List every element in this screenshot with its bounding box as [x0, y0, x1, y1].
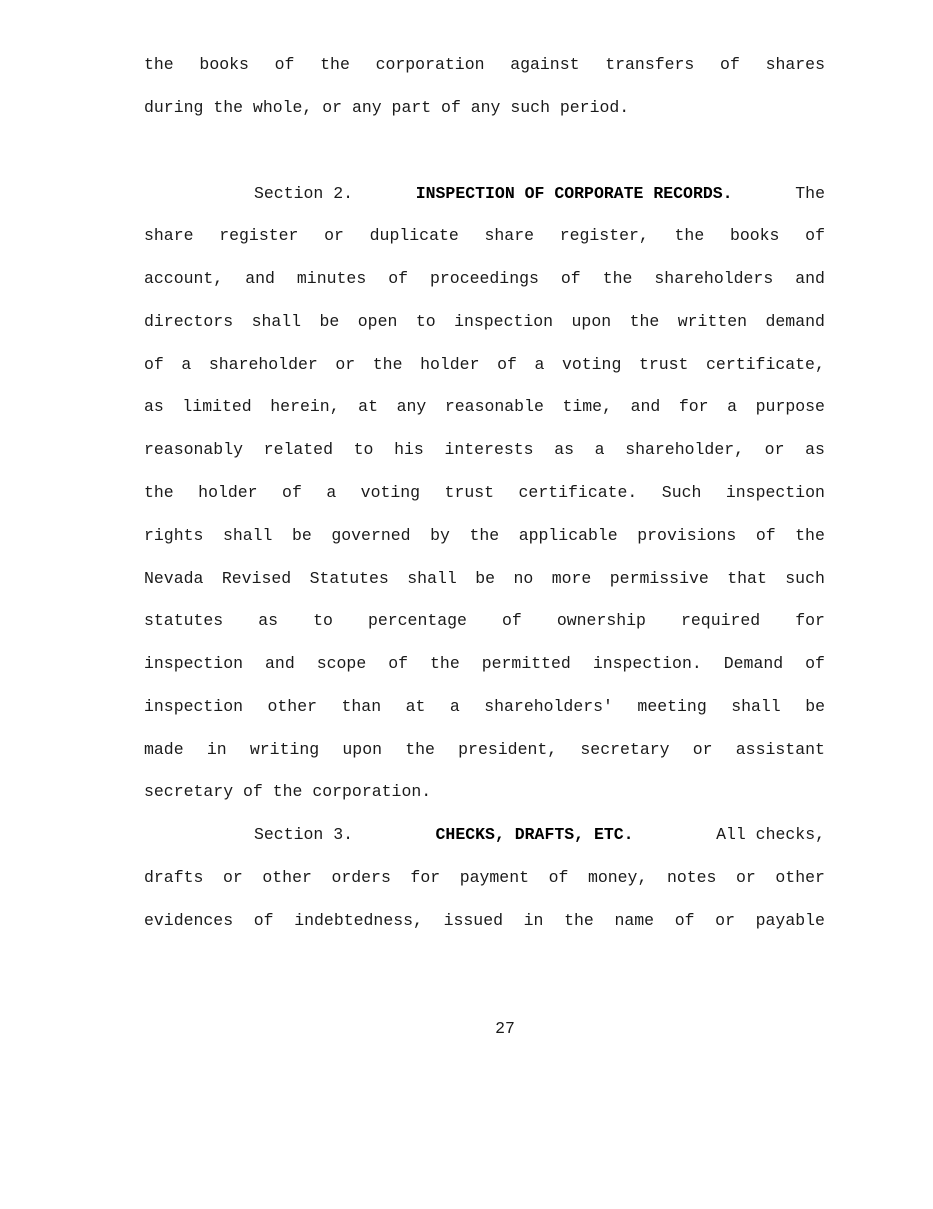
word: meeting [637, 697, 707, 716]
word: inspection [144, 697, 244, 716]
word: payment [459, 868, 530, 887]
word: open [357, 312, 398, 331]
word: be [475, 569, 496, 588]
word: shares [765, 55, 825, 74]
word: inspection [725, 483, 825, 502]
body-line [144, 868, 825, 888]
word: or [222, 868, 243, 887]
word: register [219, 226, 299, 245]
word: and [630, 397, 661, 416]
word: purpose [755, 397, 825, 416]
word: the [602, 269, 633, 288]
word: account, [144, 269, 224, 288]
word: provisions [637, 526, 737, 545]
section-3-heading-line [254, 825, 825, 845]
word: certificate, [706, 355, 825, 374]
word: of [805, 226, 825, 245]
word: and [245, 269, 275, 288]
word: voting [561, 355, 622, 374]
word: during [144, 98, 204, 117]
word: holder [198, 483, 258, 502]
word: secretary [580, 740, 670, 759]
word: a [326, 483, 337, 502]
word: a [727, 397, 738, 416]
word: statutes [144, 611, 224, 630]
body-line [144, 312, 825, 332]
word: no [513, 569, 534, 588]
word: register, [559, 226, 649, 245]
word: than [341, 697, 382, 716]
word: of [274, 55, 295, 74]
word: or [736, 868, 756, 887]
word: or [322, 98, 343, 117]
body-line [144, 654, 825, 674]
word: transfers [605, 55, 695, 74]
section-2-label: Section 2. [254, 184, 354, 203]
word: the [272, 782, 303, 801]
word: to [353, 440, 374, 459]
word: corporation [375, 55, 485, 74]
body-line [144, 526, 825, 546]
word: and [795, 269, 825, 288]
word: books [199, 55, 249, 74]
word: of [674, 911, 695, 930]
word: evidences [144, 911, 234, 930]
word: Such [661, 483, 702, 502]
word: permitted [481, 654, 571, 673]
word: as [554, 440, 575, 459]
word: as [258, 611, 279, 630]
word: to [313, 611, 333, 630]
word: of [548, 868, 569, 887]
word: issued [443, 911, 504, 930]
word: of [144, 355, 164, 374]
word: shall [731, 697, 781, 716]
word: Statutes [309, 569, 389, 588]
word: trust [638, 355, 689, 374]
word: reasonably [144, 440, 244, 459]
word: or [715, 911, 735, 930]
word: of [755, 526, 776, 545]
body-line [144, 740, 825, 760]
word: orders [331, 868, 391, 887]
word: by [430, 526, 450, 545]
word: at [405, 697, 426, 716]
word: a [449, 697, 460, 716]
word: inspection. [592, 654, 702, 673]
word: upon [571, 312, 612, 331]
body-line [144, 569, 825, 589]
page-number: 27 [495, 1019, 515, 1038]
word: percentage [367, 611, 467, 630]
word: shall [222, 526, 273, 545]
body-line [144, 397, 825, 417]
word: limited [182, 397, 252, 416]
word: Demand [723, 654, 784, 673]
word: share [484, 226, 534, 245]
section-2-title: INSPECTION OF CORPORATE RECORDS. [415, 184, 733, 203]
body-line [144, 611, 825, 631]
word: at [358, 397, 378, 416]
word: a [181, 355, 192, 374]
word: share [144, 226, 194, 245]
word: or [324, 226, 344, 245]
word: duplicate [369, 226, 459, 245]
word: shareholders' [484, 697, 613, 716]
word: the [564, 911, 594, 930]
word: governed [331, 526, 411, 545]
word: shareholder, [625, 440, 745, 459]
word: be [805, 697, 825, 716]
word: Nevada [144, 569, 204, 588]
word: assistant [735, 740, 825, 759]
word: the [469, 526, 500, 545]
word: trust [444, 483, 495, 502]
word: upon [342, 740, 382, 759]
word: of [502, 611, 522, 630]
word: corporation. [312, 782, 432, 801]
word: ownership [556, 611, 646, 630]
word: for [678, 397, 709, 416]
word: such [785, 569, 825, 588]
word: inspection [454, 312, 554, 331]
word: be [292, 526, 312, 545]
word: as [144, 397, 164, 416]
word: to [415, 312, 436, 331]
word: inspection [144, 654, 244, 673]
word: money, [587, 868, 648, 887]
word: shall [407, 569, 457, 588]
word: that [727, 569, 767, 588]
body-line [144, 226, 825, 246]
word: shareholder [208, 355, 318, 374]
word: for [410, 868, 441, 887]
word: president, [458, 740, 558, 759]
body-line [144, 55, 825, 75]
word: more [551, 569, 592, 588]
word: notes [666, 868, 717, 887]
word: or [335, 355, 356, 374]
word: any [351, 98, 382, 117]
word: name [614, 911, 655, 930]
word: directors [144, 312, 234, 331]
word: the [674, 226, 705, 245]
word: of [388, 654, 409, 673]
word: the [144, 483, 174, 502]
word: time, [562, 397, 612, 416]
word: secretary [144, 782, 234, 801]
body-line [144, 98, 825, 118]
word: the [213, 98, 244, 117]
word: scope [316, 654, 367, 673]
word: rights [144, 526, 204, 545]
word: the [405, 740, 435, 759]
word: for [795, 611, 825, 630]
word: payable [755, 911, 825, 930]
word: his [394, 440, 424, 459]
word: other [262, 868, 312, 887]
word: shareholders [654, 269, 774, 288]
word: other [775, 868, 825, 887]
word: period. [559, 98, 630, 117]
word: holder [420, 355, 480, 374]
word: the [430, 654, 460, 673]
word: and [265, 654, 295, 673]
word: of [243, 782, 263, 801]
word: herein, [270, 397, 340, 416]
word: of [720, 55, 740, 74]
section-2-lead-word: The [795, 184, 825, 203]
body-line [144, 355, 825, 375]
word: of [282, 483, 302, 502]
word: or [764, 440, 785, 459]
word: other [267, 697, 318, 716]
word: the [320, 55, 350, 74]
word: Revised [221, 569, 292, 588]
body-line [144, 440, 825, 460]
word: part [391, 98, 432, 117]
body-line [144, 782, 825, 802]
word: the [629, 312, 660, 331]
word: permissive [609, 569, 709, 588]
word: whole, [252, 98, 313, 117]
section-3-lead-words: All checks, [716, 825, 825, 844]
word: of [388, 269, 409, 288]
word: books [729, 226, 780, 245]
word: the [372, 355, 403, 374]
word: reasonable [444, 397, 544, 416]
word: of [805, 654, 825, 673]
word: made [144, 740, 184, 759]
word: shall [251, 312, 302, 331]
word: indebtedness, [294, 911, 423, 930]
word: of [441, 98, 461, 117]
word: any [396, 397, 427, 416]
word: a [594, 440, 605, 459]
word: proceedings [430, 269, 539, 288]
word: voting [360, 483, 421, 502]
word: required [681, 611, 761, 630]
body-line [144, 697, 825, 717]
word: written [677, 312, 748, 331]
body-line [144, 269, 825, 289]
word: the [144, 55, 174, 74]
word: demand [765, 312, 825, 331]
word: in [206, 740, 227, 759]
word: as [805, 440, 825, 459]
word: certificate. [518, 483, 638, 502]
word: such [510, 98, 550, 117]
word: applicable [518, 526, 618, 545]
word: of [560, 269, 581, 288]
section-2-heading-line [254, 184, 825, 204]
word: the [795, 526, 825, 545]
word: drafts [144, 868, 204, 887]
body-line [144, 483, 825, 503]
word: or [692, 740, 713, 759]
section-3-title: CHECKS, DRAFTS, ETC. [435, 825, 634, 844]
word: writing [249, 740, 320, 759]
word: of [253, 911, 274, 930]
word: interests [444, 440, 534, 459]
word: against [510, 55, 580, 74]
word: minutes [296, 269, 367, 288]
word: any [470, 98, 501, 117]
section-3-label: Section 3. [254, 825, 354, 844]
word: related [263, 440, 333, 459]
word: of [497, 355, 517, 374]
word: be [319, 312, 340, 331]
word: a [534, 355, 545, 374]
word: in [523, 911, 544, 930]
body-line [144, 911, 825, 931]
